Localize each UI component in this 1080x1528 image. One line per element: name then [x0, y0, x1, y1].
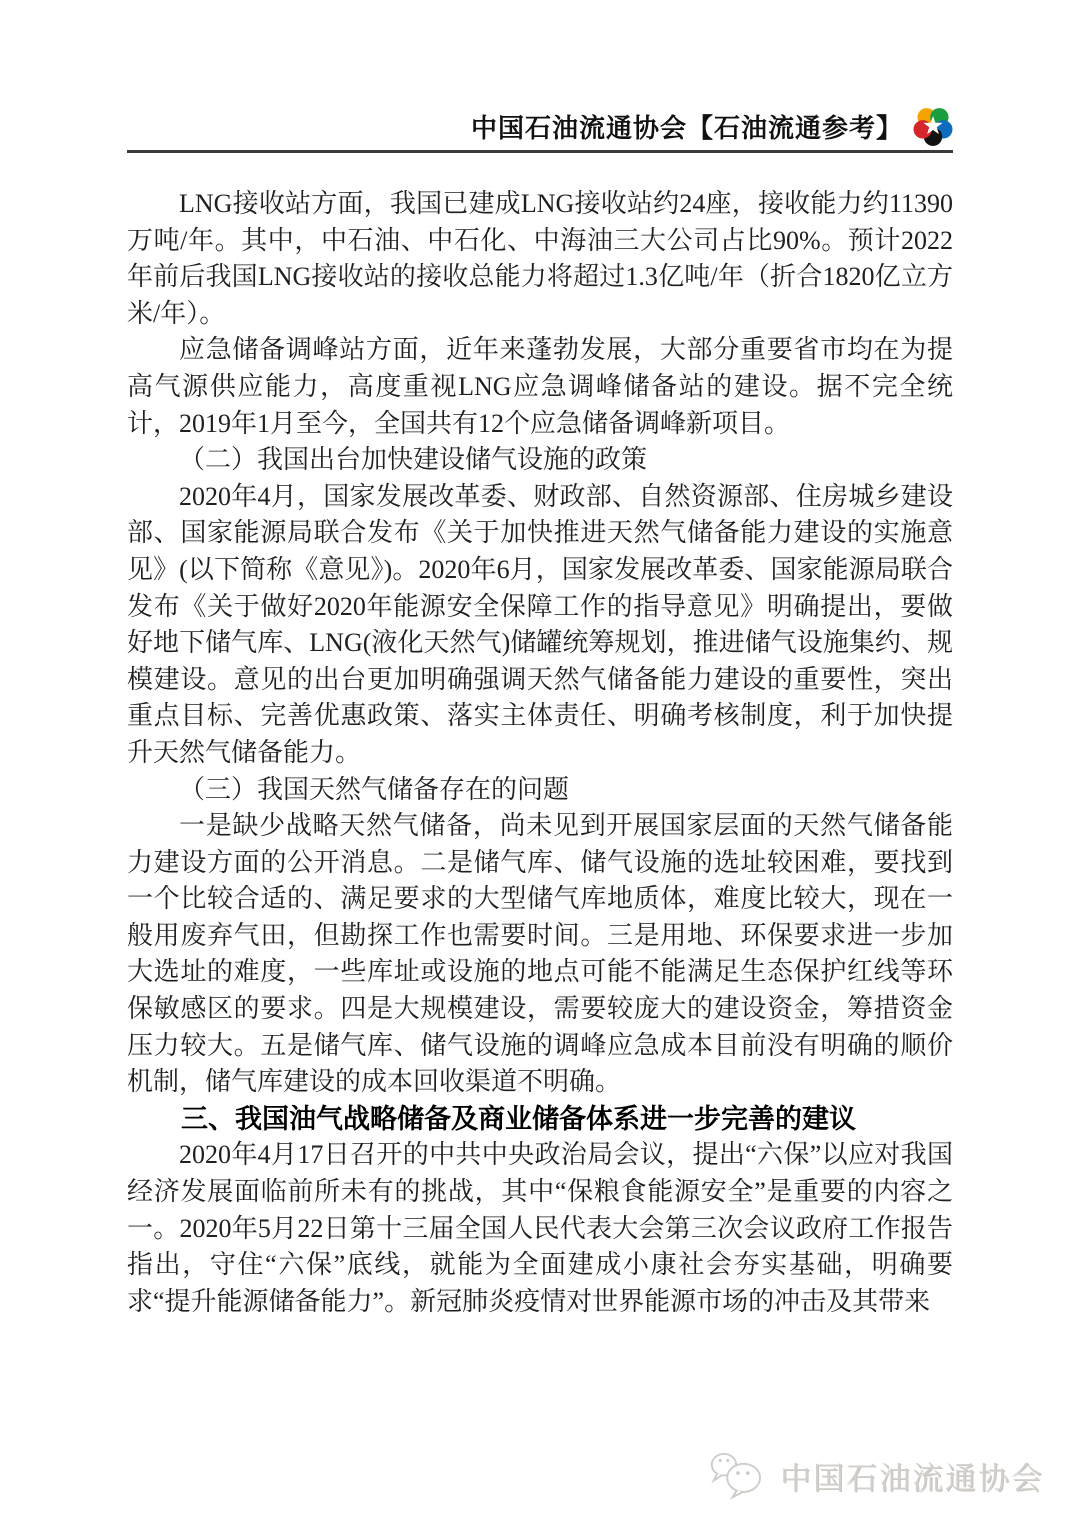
footer-brand: 中国石油流通协会: [780, 1460, 1044, 1496]
paragraph: （三）我国天然气储备存在的问题: [179, 774, 570, 804]
paragraph: 一是缺少战略天然气储备，尚未见到开展国家层面的天然气储备能力建设方面的公开消息。二是储气库、储气设施的选址较困难，要找到一个比较合适的、满足要求的大型储气库地质体，难度比较大，现在一般用废弃气田，但勘探工作也需要时间。三是用地、环保要求进一步加大选址的难度，一些库址或设施的地点可能不能满足生态保护红线等环保敏感区的要求。四是大规模建设，需要较庞大的建设资金，筹措资金压力较大。五是储气库、储气设施的调峰应急成本目前没有明确的顺价机制，储气库建设的成本回收渠道不明确。: [127, 811, 953, 1097]
paragraph: （二）我国出台加快建设储气设施的政策: [179, 445, 648, 475]
paragraph: 应急储备调峰站方面，近年来蓬勃发展，大部分重要省市均在为提高气源供应能力，高度重视LNG应急调峰储备站的建设。据不完全统计，2019年1月至今，全国共有12个应急储备调峰新项目。: [127, 335, 953, 438]
header-title: 中国石油流通协会【石油流通参考】: [470, 112, 903, 143]
paragraph: 2020年4月，国家发展改革委、财政部、自然资源部、住房城乡建设部、国家能源局联合发布《关于加快推进天然气储备能力建设的实施意见》(以下简称《意见》)。2020年6月，国家发展改革委、国家能源局联合发布《关于做好2020年能源安全保障工作的指导意见》明确提出，要做好地下储气库、LNG(液化天然气)储罐统筹规划，推进储气设施集约、规模建设。意见的出台更加明确强调天然气储备能力建设的重要性，突出重点目标、完善优惠政策、落实主体责任、明确考核制度，利于加快提升天然气储备能力。: [127, 481, 953, 767]
paragraph: LNG接收站方面，我国已建成LNG接收站约24座，接收能力约11390万吨/年。其中，中石油、中石化、中海油三大公司占比90%。预计2022年前后我国LNG接收站的接收总能力将超过1.3亿吨/年（折合1820亿立方米/年）。: [127, 189, 953, 328]
page-footer: [708, 1448, 1044, 1502]
document-body: [127, 186, 953, 1320]
wechat-icon: [708, 1448, 768, 1502]
header-divider: [127, 150, 953, 153]
paragraph: 2020年4月17日召开的中共中央政治局会议，提出“六保”以应对我国经济发展面临前所未有的挑战，其中“保粮食能源安全”是重要的内容之一。2020年5月22日第十三届全国人民代表大会第三次会议政府工作报告指出，守住“六保”底线，就能为全面建成小康社会夯实基础，明确要求“提升能源储备能力”。新冠肺炎疫情对世界能源市场的冲击及其带来: [127, 1140, 953, 1316]
section-heading: 三、我国油气战略储备及商业储备体系进一步完善的建议: [181, 1103, 856, 1134]
page-header: [127, 106, 953, 146]
association-logo-icon: [913, 106, 953, 146]
